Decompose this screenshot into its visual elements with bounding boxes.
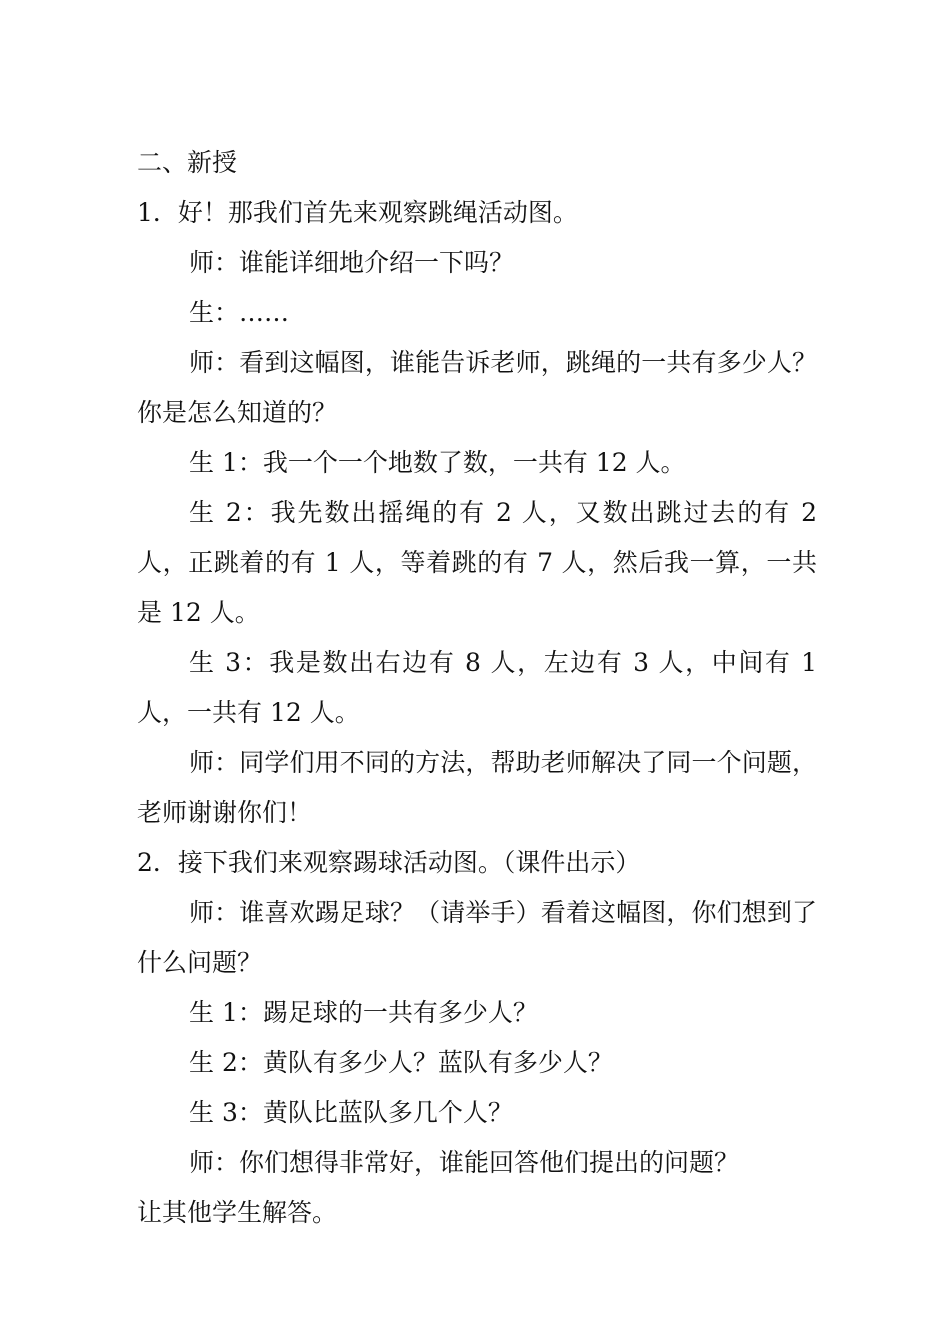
dialogue-line: 师：同学们用不同的方法，帮助老师解决了同一个问题，老师谢谢你们！ [137, 748, 817, 827]
item1-heading: 1．好！那我们首先来观察跳绳活动图。 [137, 198, 578, 227]
dialogue-line: 师：看到这幅图，谁能告诉老师，跳绳的一共有多少人？你是怎么知道的？ [137, 348, 817, 427]
dialogue-line: 生 1：踢足球的一共有多少人？ [189, 998, 538, 1027]
dialogue-line: 师：谁喜欢踢足球？（请举手）看着这幅图，你们想到了什么问题？ [137, 898, 817, 977]
dialogue-line: 生 2：我先数出摇绳的有 2 人，又数出跳过去的有 2 人，正跳着的有 1 人，等着跳的有 7 人，然后我一算，一共是 12 人。 [137, 498, 817, 627]
dialogue-line: 生 3：我是数出右边有 8 人，左边有 3 人，中间有 1 人，一共有 12 人。 [137, 648, 817, 727]
section-heading: 二、新授 [137, 148, 238, 177]
closing-line: 让其他学生解答。 [137, 1198, 338, 1227]
dialogue-line: 生 1：我一个一个地数了数，一共有 12 人。 [189, 448, 686, 477]
dialogue-line: 生 3：黄队比蓝队多几个人？ [189, 1098, 513, 1127]
dialogue-line: 生：…… [189, 298, 290, 327]
dialogue-line: 生 2：黄队有多少人？蓝队有多少人？ [189, 1048, 613, 1077]
document-body [137, 138, 817, 1238]
item2-heading: 2．接下我们来观察踢球活动图。（课件出示） [137, 848, 641, 877]
dialogue-line: 师：你们想得非常好，谁能回答他们提出的问题？ [189, 1148, 740, 1177]
dialogue-line: 师：谁能详细地介绍一下吗？ [189, 248, 515, 277]
